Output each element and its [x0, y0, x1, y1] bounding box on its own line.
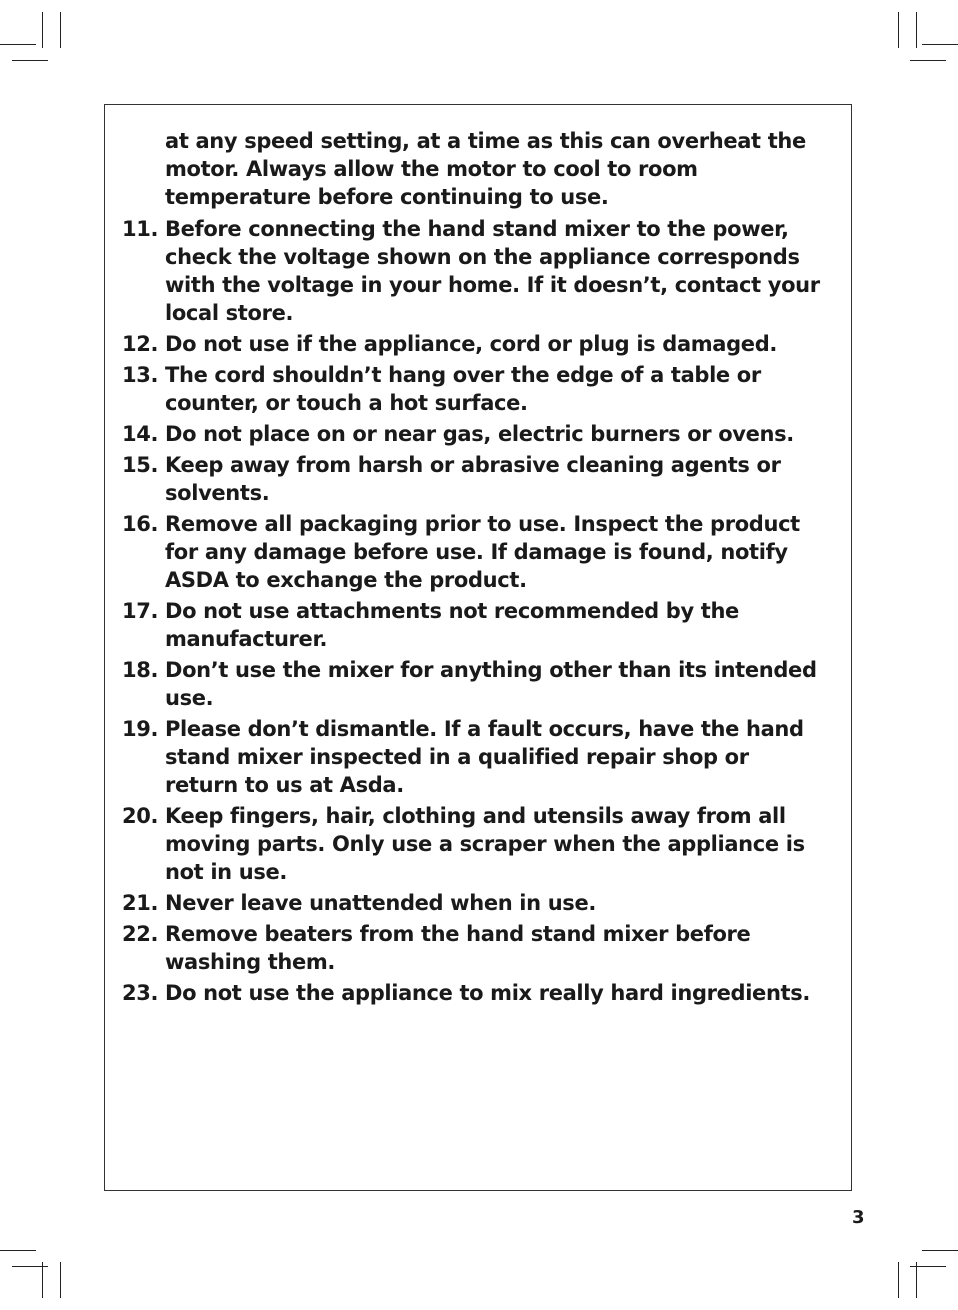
item-text: Do not use attachments not recommended by the manufacturer.	[165, 599, 739, 651]
item-number: 20.	[122, 804, 159, 828]
item-text: Please don’t dismantle. If a fault occurs, have the hand stand mixer inspected in a qualified repair shop or return to us at Asda.	[165, 717, 804, 797]
item-text: Remove all packaging prior to use. Inspect the product for any damage before use. If damage is found, notify ASDA to exchange the product.	[165, 512, 800, 592]
list-item	[122, 889, 822, 917]
item-text: Don’t use the mixer for anything other than its intended use.	[165, 658, 817, 710]
list-item	[122, 979, 822, 1007]
item-text: Do not use if the appliance, cord or plug is damaged.	[165, 332, 778, 356]
list-item	[122, 802, 822, 886]
list-item	[122, 920, 822, 976]
crop-mark	[916, 1262, 917, 1298]
item-number: 12.	[122, 332, 159, 356]
safety-instructions-list	[122, 127, 822, 1007]
list-item	[122, 361, 822, 417]
crop-mark	[12, 60, 48, 61]
list-item	[122, 215, 822, 327]
crop-mark	[922, 44, 958, 45]
item-number: 17.	[122, 599, 159, 623]
crop-mark	[0, 44, 36, 45]
crop-mark	[922, 1250, 958, 1251]
item-text: Never leave unattended when in use.	[165, 891, 596, 915]
crop-mark	[60, 12, 61, 48]
list-item	[122, 715, 822, 799]
item-text: Do not use the appliance to mix really hard ingredients.	[165, 981, 811, 1005]
list-item	[122, 451, 822, 507]
crop-mark	[910, 1266, 946, 1267]
item-number: 18.	[122, 658, 159, 682]
item-number: 11.	[122, 217, 159, 241]
item-text: The cord shouldn’t hang over the edge of a table or counter, or touch a hot surface.	[165, 363, 761, 415]
crop-mark	[12, 1266, 48, 1267]
item-text: Keep away from harsh or abrasive cleaning agents or solvents.	[165, 453, 781, 505]
item-number: 14.	[122, 422, 159, 446]
list-item	[122, 597, 822, 653]
item-number: 21.	[122, 891, 159, 915]
item-number: 16.	[122, 512, 159, 536]
item-text: Before connecting the hand stand mixer to the power, check the voltage shown on the appliance corresponds with the voltage in your home. If it doesn’t, contact your local store.	[165, 217, 820, 325]
crop-mark	[898, 12, 899, 48]
page-number: 3	[852, 1207, 865, 1228]
crop-mark	[916, 12, 917, 48]
list-item	[122, 510, 822, 594]
list-item	[122, 420, 822, 448]
item-text: Keep fingers, hair, clothing and utensils away from all moving parts. Only use a scraper when the appliance is not in use.	[165, 804, 805, 884]
item-number: 23.	[122, 981, 159, 1005]
crop-mark	[0, 1250, 36, 1251]
crop-mark	[898, 1262, 899, 1298]
item-text: Do not place on or near gas, electric burners or ovens.	[165, 422, 794, 446]
item-number: 22.	[122, 922, 159, 946]
item-text: Remove beaters from the hand stand mixer before washing them.	[165, 922, 751, 974]
crop-mark	[60, 1262, 61, 1298]
crop-mark	[42, 12, 43, 48]
crop-mark	[42, 1262, 43, 1298]
item-number: 15.	[122, 453, 159, 477]
crop-mark	[910, 60, 946, 61]
item-number: 19.	[122, 717, 159, 741]
continued-text: at any speed setting, at a time as this can overheat the motor. Always allow the motor to cool to room temperature before continuing to use.	[165, 129, 806, 209]
item-number: 13.	[122, 363, 159, 387]
list-item	[122, 656, 822, 712]
list-item	[122, 330, 822, 358]
